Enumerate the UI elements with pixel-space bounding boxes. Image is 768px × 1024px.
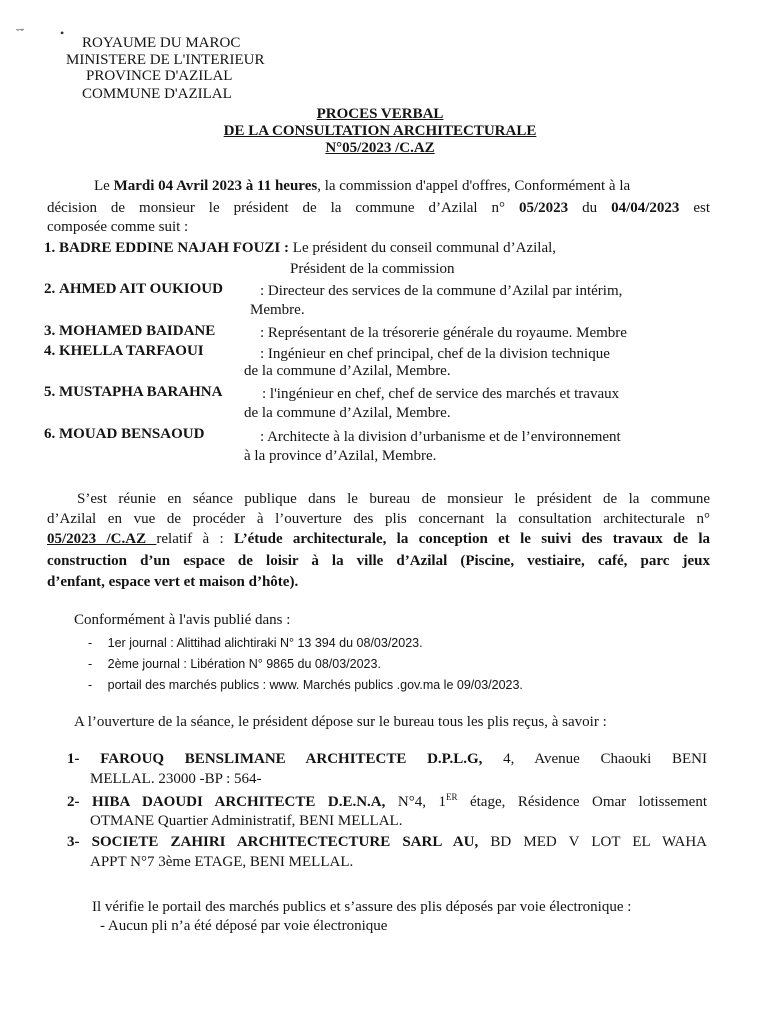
member-row	[44, 425, 204, 443]
avis-ordinal: 1er	[107, 636, 126, 650]
avis-ordinal: 2ème	[107, 657, 139, 671]
member-number: 5.	[44, 384, 56, 400]
verify-text: Il vérifie le portail des marchés publics et s’assure des plis déposés par voie électronique :	[92, 899, 632, 915]
meeting-line-4: construction d’un espace de loisir à la ville d’Azilal (Piscine, vestiaire, café, parc jeux	[47, 553, 710, 569]
list-dash: -	[88, 636, 93, 650]
meeting-line-1: S’est réunie en séance publique dans le bureau de monsieur le président de la commune	[77, 491, 710, 507]
meeting-line-3	[47, 530, 710, 548]
intro-text: est	[693, 200, 711, 216]
opening-text: A l’ouverture de la séance, le président dépose sur le bureau tous les plis reçus, à savoir :	[74, 714, 607, 730]
member-name: MOHAMED BAIDANE	[59, 323, 216, 339]
bid-address-cont: OTMANE Quartier Administratif, BENI MELLAL.	[90, 813, 403, 829]
bid-address: N°4, 1ER étage, Résidence Omar lotissement	[397, 792, 707, 810]
member-number: 6.	[44, 426, 56, 442]
member-row	[44, 383, 222, 401]
member-role: : Ingénieur en chef principal, chef de la division technique	[260, 346, 610, 362]
member-name: BADRE EDDINE NAJAH FOUZI :	[59, 240, 290, 256]
member-role: : Architecte à la division d’urbanisme et de l’environnement	[260, 429, 621, 445]
avis-item	[88, 636, 423, 651]
bid-row	[67, 833, 707, 851]
meeting-line-5: d’enfant, espace vert et maison d’hôte).	[47, 574, 299, 590]
avis-item	[88, 678, 523, 693]
member-name: MUSTAPHA BARAHNA	[59, 384, 223, 400]
member-role-cont: Membre.	[250, 302, 305, 318]
meeting-line-2: d’Azilal en vue de procéder à l’ouverture des plis concernant la consultation architecturale n°	[47, 511, 710, 527]
member-role: : l'ingénieur en chef, chef de service des marchés et travaux	[262, 386, 620, 402]
member-role-cont: Président de la commission	[290, 261, 455, 277]
bid-name: SOCIETE ZAHIRI ARCHITECTECTURE SARL AU,	[91, 834, 479, 850]
header-commune: COMMUNE D'AZILAL	[82, 86, 232, 102]
member-role: Le président du conseil communal d’Azilal,	[292, 240, 557, 256]
title-line-1: PROCES VERBAL	[316, 106, 444, 122]
member-number: 1.	[44, 240, 56, 256]
scan-dot: •	[60, 26, 65, 40]
bid-address: 4, Avenue Chaouki BENI	[503, 751, 708, 767]
intro-text: , la commission d'appel d'offres, Conformément à la	[317, 178, 631, 194]
bid-name: FAROUQ BENSLIMANE ARCHITECTE D.P.L.G,	[100, 751, 483, 767]
intro-text: Le	[94, 178, 114, 194]
intro-text: du	[582, 200, 598, 216]
avis-item	[88, 657, 381, 672]
member-number: 2.	[44, 281, 56, 297]
bid-number: 1-	[67, 751, 80, 767]
project-title: L’étude architecturale, la conception et le suivi des travaux de la	[233, 531, 710, 547]
bid-address: BD MED V LOT EL WAHA	[490, 834, 708, 850]
avis-text: journal : Alittihad alichtiraki N° 13 394 du 08/03/2023.	[125, 636, 423, 650]
meeting-text: relatif à :	[156, 531, 224, 547]
bid-row	[67, 792, 707, 811]
header-province: PROVINCE D'AZILAL	[86, 68, 233, 84]
bid-number: 3-	[67, 834, 80, 850]
list-dash: -	[88, 678, 93, 692]
member-row	[44, 280, 223, 298]
bid-name: HIBA DAOUDI ARCHITECTE D.E.N.A,	[92, 794, 386, 810]
member-number: 4.	[44, 343, 56, 359]
avis-text: journal : Libération N° 9865 du 08/03/2023.	[138, 657, 381, 671]
member-row	[44, 342, 204, 360]
header-ministry: MINISTERE DE L'INTERIEUR	[66, 52, 265, 68]
verify-result: - Aucun pli n’a été déposé par voie électronique	[100, 918, 388, 934]
intro-line-1	[94, 177, 630, 195]
bid-row	[67, 750, 707, 768]
avis-text: portail des marchés publics : www. Marchés publics .gov.ma le 09/03/2023.	[107, 678, 523, 692]
bid-address-cont: MELLAL. 23000 -BP : 564-	[90, 771, 262, 787]
meeting-date: Mardi 04 Avril 2023 à 11 heures	[113, 178, 318, 194]
decision-date: 04/04/2023	[611, 200, 680, 216]
bid-number: 2-	[67, 794, 80, 810]
scan-mark: ˘ˇ	[16, 26, 24, 40]
title-line-3: N°05/2023 /C.AZ	[325, 140, 435, 156]
intro-text: décision de monsieur le président de la commune d’Azilal n°	[47, 200, 506, 216]
intro-line-2	[47, 199, 710, 217]
member-name: AHMED AIT OUKIOUD	[59, 281, 223, 297]
member-name: KHELLA TARFAOUI	[59, 343, 204, 359]
member-role-cont: de la commune d’Azilal, Membre.	[244, 405, 451, 421]
member-role-cont: à la province d’Azilal, Membre.	[244, 448, 437, 464]
member-role-cont: de la commune d’Azilal, Membre.	[244, 363, 451, 379]
list-dash: -	[88, 657, 93, 671]
member-name: MOUAD BENSAOUD	[59, 426, 205, 442]
avis-intro: Conformément à l'avis publié dans :	[74, 612, 291, 628]
intro-line-3: composée comme suit :	[47, 219, 189, 235]
title-line-2: DE LA CONSULTATION ARCHITECTURALE	[223, 123, 537, 139]
member-role: : Directeur des services de la commune d’Azilal par intérim,	[260, 283, 623, 299]
member-row	[44, 322, 215, 340]
member-row	[44, 239, 556, 257]
decision-number: 05/2023	[519, 200, 569, 216]
header-kingdom: ROYAUME DU MAROC	[82, 35, 241, 51]
member-role: : Représentant de la trésorerie générale du royaume. Membre	[260, 325, 627, 341]
bid-address-cont: APPT N°7 3ème ETAGE, BENI MELLAL.	[90, 854, 354, 870]
member-number: 3.	[44, 323, 56, 339]
consultation-ref: 05/2023 /C.AZ	[47, 531, 157, 547]
